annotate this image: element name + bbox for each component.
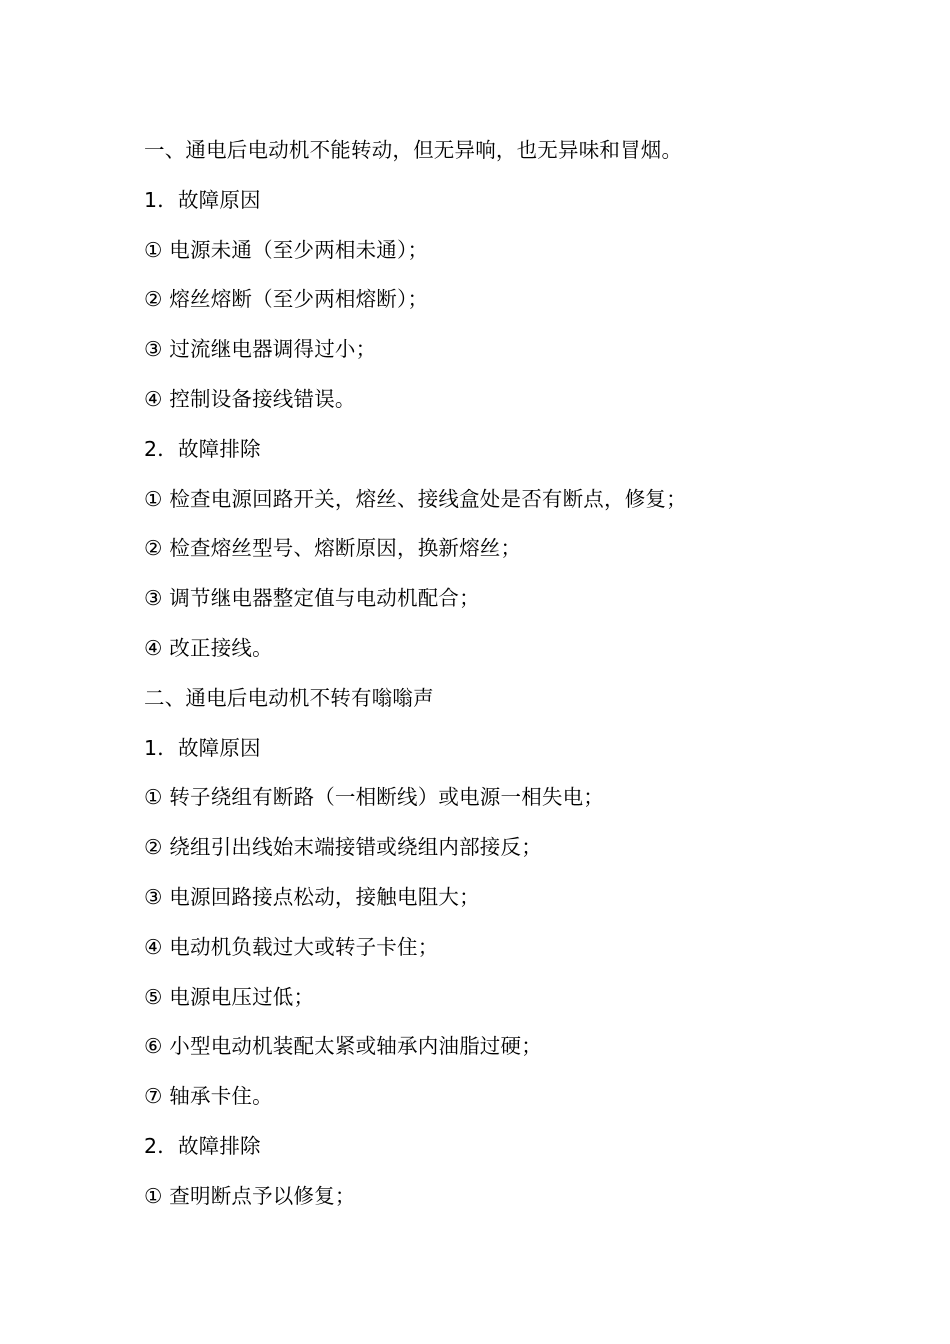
section-heading-1: 一、通电后电动机不能转动，但无异响，也无异味和冒烟。 <box>144 138 683 162</box>
subheading-remedies: 2．故障排除 <box>144 436 261 461</box>
subheading-causes: 1．故障原因 <box>144 187 261 212</box>
list-item: ① 转子绕组有断路（一相断线）或电源一相失电； <box>144 785 604 810</box>
list-item: ③ 过流继电器调得过小； <box>144 337 377 362</box>
list-item: ④ 改正接线。 <box>144 635 273 660</box>
subheading-remedies: 2．故障排除 <box>144 1133 261 1158</box>
list-item: ② 绕组引出线始末端接错或绕组内部接反； <box>144 835 542 860</box>
list-item: ② 熔丝熔断（至少两相熔断）； <box>144 287 429 312</box>
list-item: ① 查明断点予以修复； <box>144 1183 356 1208</box>
list-item: ⑥ 小型电动机装配太紧或轴承内油脂过硬； <box>144 1034 542 1059</box>
list-item: ⑤ 电源电压过低； <box>144 984 315 1009</box>
list-item: ③ 调节继电器整定值与电动机配合； <box>144 586 480 611</box>
list-item: ① 电源未通（至少两相未通）； <box>144 237 429 262</box>
list-item: ⑦ 轴承卡住。 <box>144 1084 273 1109</box>
section-heading-2: 二、通电后电动机不转有嗡嗡声 <box>144 685 434 710</box>
subheading-causes: 1．故障原因 <box>144 735 261 760</box>
list-item: ① 检查电源回路开关，熔丝、接线盒处是否有断点，修复； <box>144 486 687 511</box>
list-item: ④ 电动机负载过大或转子卡住； <box>144 934 439 959</box>
list-item: ③ 电源回路接点松动，接触电阻大； <box>144 884 480 909</box>
list-item: ② 检查熔丝型号、熔断原因，换新熔丝； <box>144 536 522 561</box>
list-item: ④ 控制设备接线错误。 <box>144 386 356 411</box>
document-body <box>144 133 864 1229</box>
